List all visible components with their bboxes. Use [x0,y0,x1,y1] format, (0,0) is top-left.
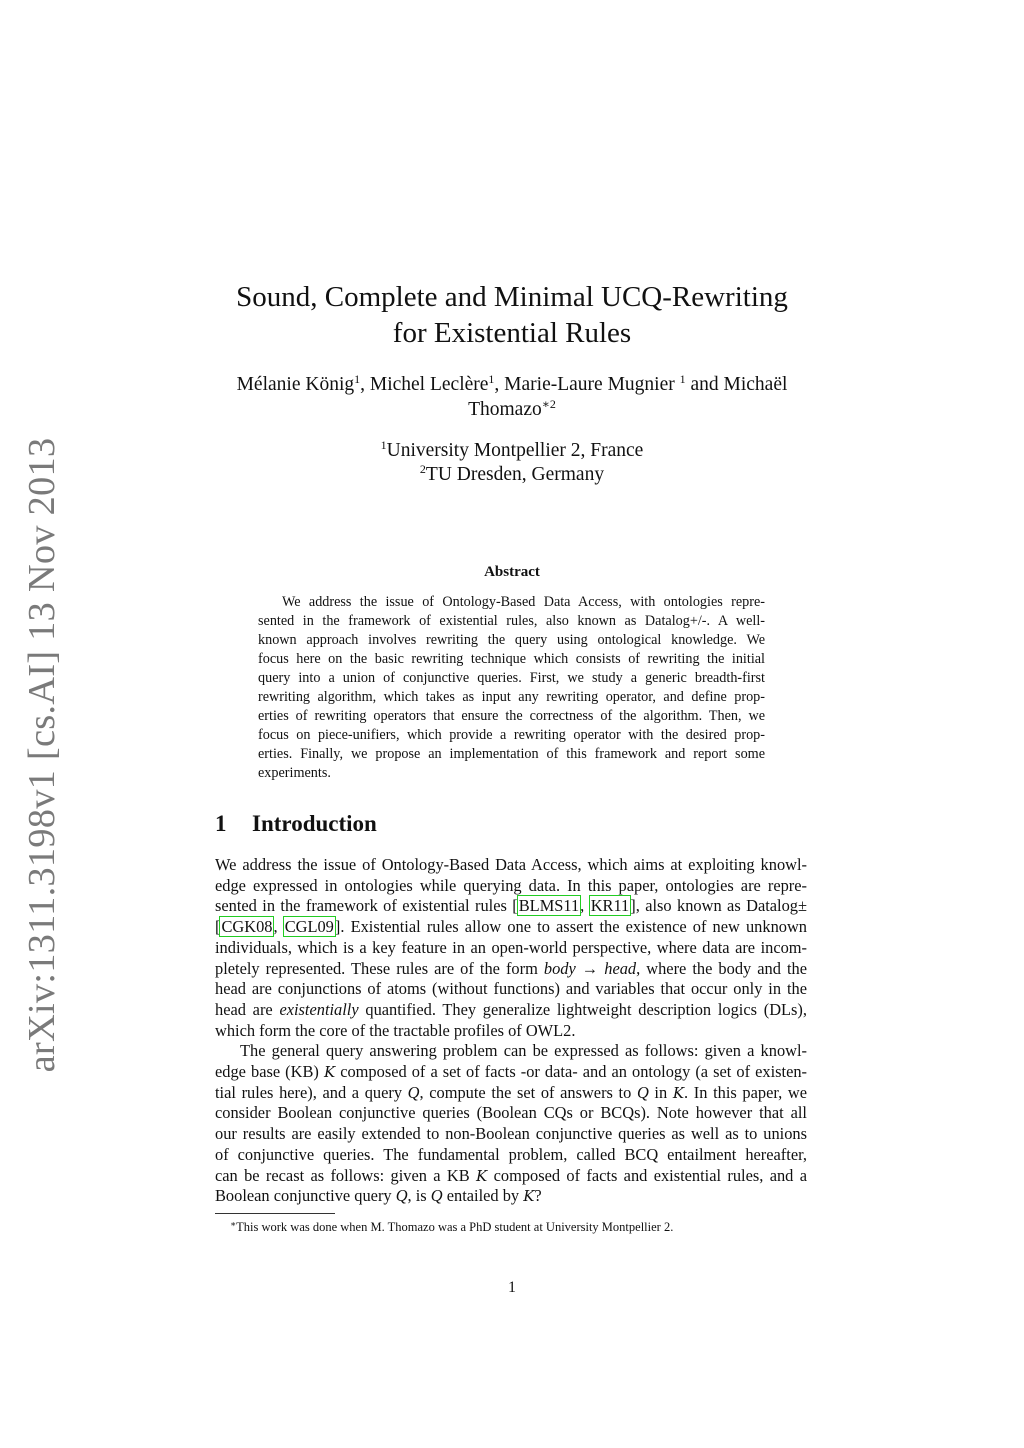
text-run: composed of a set of facts -or data- and an ontology (a set of existen- [335,1062,808,1082]
body-line: which form the core of the tractable profiles of OWL2. [215,1020,576,1040]
author-michael: and Michaël [685,374,788,395]
citation-link-cgl09[interactable]: CGL09 [284,917,334,937]
author-line-2 [0,397,1024,422]
math-symbol-k: K [323,1063,336,1082]
body-line: We address the issue of Ontology-Based Data Access, which aims at exploiting knowl- [215,855,807,874]
text-run: pletely represented. These rules are of the form [215,958,544,978]
text-run: tial rules here), and a query [215,1082,408,1102]
emphasis-body: body [543,958,576,978]
body-line: head are conjunctions of atoms (without functions) and variables that occur only in the [215,979,807,999]
abstract-line: erties. Finally, we propose an implementation of this framework and report some [258,746,765,762]
author-list [0,372,1024,422]
text-run: , where the body and the [636,958,808,978]
math-symbol-q: Q [395,1186,408,1206]
text-run: , compute the set of answers to [419,1082,637,1102]
author-thomazo-affil: ∗2 [541,397,556,411]
abstract-line: sented in the framework of existential rules, also known as Datalog+/-. A well- [258,613,765,629]
abstract-line: We address the issue of Ontology-Based Data Access, with ontologies repre- [282,594,765,610]
text-run: , [580,896,590,916]
text-run: [ [215,917,221,937]
abstract-line: rewriting algorithm, which takes as input any rewriting operator, and define prop- [258,689,765,705]
body-line [215,1186,807,1207]
footnote-text: This work was done when M. Thomazo was a PhD student at University Montpellier 2. [236,1220,674,1234]
body-line [215,1062,807,1083]
text-run: can be recast as follows: given a KB [215,1165,477,1185]
author-mugnier: , Marie-Laure Mugnier [494,374,680,395]
affiliation-1 [0,439,1024,463]
body-line: The general query answering problem can be expressed as follows: given a knowl- [240,1041,807,1061]
footnote-mark: ∗ [230,1219,237,1229]
arxiv-id-text: arXiv:1311.3198v1 [cs.AI] 13 Nov 2013 [21,437,63,1073]
text-run: head are [215,999,280,1019]
text-run: quantified. They generalize lightweight description logics (DLs), [358,999,807,1019]
text-run: entailed by [442,1186,524,1206]
body-line: our results are easily extended to non-Boolean conjunctive queries as well as to unions [215,1124,807,1144]
body-line [215,959,807,980]
abstract-line: query into a union of conjunctive queries. First, we study a generic breadth-first [258,670,765,686]
author-mugnier-affil: 1 [679,372,686,386]
math-symbol-q: Q [430,1186,443,1206]
citation-link-blms11[interactable]: BLMS11 [518,896,580,916]
abstract-body [258,593,765,783]
text-run: sented in the framework of existential rules [ [215,896,518,916]
body-line [215,917,807,938]
body-line: of conjunctive queries. The fundamental problem, called BCQ entailment hereafter, [215,1144,807,1164]
affiliation-2-text: TU Dresden, Germany [425,464,605,485]
author-line-1 [0,372,1024,397]
body-line: edge expressed in ontologies while querying data. In this paper, ontologies are repre- [215,875,807,895]
affiliation-2-mark: 2 [419,462,426,476]
introduction-body [215,855,807,1207]
math-symbol-k: K [672,1083,685,1102]
text-run: ? [534,1186,542,1206]
body-line [215,896,807,917]
text-run: , is [407,1186,431,1206]
section-number: 1 [215,811,227,836]
author-koenig: Mélanie König [236,374,355,395]
affiliations [0,439,1024,487]
arrow-symbol: → [575,958,605,978]
abstract-line: focus here on the basic rewriting technique which consists of rewriting the initial [258,651,765,667]
body-line: individuals, which is a key feature in an open-world perspective, where data are incom- [215,937,807,957]
section-title: Introduction [252,811,377,836]
abstract-line: known approach involves rewriting the query using ontological knowledge. We [258,632,765,648]
body-line [215,1166,807,1187]
emphasis-head: head [604,958,637,978]
math-symbol-k: K [476,1166,488,1185]
math-symbol-q: Q [407,1082,420,1102]
citation-link-cgk08[interactable]: CGK08 [221,917,273,937]
text-run: ], also known as Datalog± [630,896,807,916]
text-run: , [273,917,284,937]
emphasis-existentially: existentially [279,999,359,1019]
citation-link-kr11[interactable]: KR11 [590,896,630,916]
affiliation-1-text: University Montpellier 2, France [386,440,644,461]
author-thomazo: Thomazo [468,399,542,420]
abstract-heading: Abstract [484,564,540,580]
page-number: 1 [508,1279,516,1296]
arxiv-identifier-stamp [12,437,72,1073]
abstract-line: experiments. [258,765,331,781]
text-run: . In this paper, we [684,1082,807,1102]
affiliation-1-mark: 1 [380,438,387,452]
body-line: consider Boolean conjunctive queries (Boolean CQs or BCQs). Note however that all [215,1103,807,1123]
text-run: in [648,1082,673,1102]
affiliation-2 [0,463,1024,487]
math-symbol-k: K [523,1187,535,1206]
author-leclere: , Michel Leclère [360,374,489,395]
author-koenig-affil: 1 [354,372,361,386]
title-line-1: Sound, Complete and Minimal UCQ-Rewriting [236,281,788,313]
body-line [215,1000,807,1021]
math-symbol-q: Q [636,1082,649,1102]
footnote-rule [215,1213,335,1214]
abstract-line: focus on piece-unifiers, which provide a rewriting operator with the desired prop- [258,727,765,743]
author-leclere-affil: 1 [488,372,495,386]
section-heading-introduction [215,811,377,837]
body-line [215,1083,807,1104]
text-run: edge base (KB) [215,1062,324,1082]
footnote [215,1220,830,1235]
title-line-2: for Existential Rules [392,317,632,349]
text-run: composed of facts and existential rules, and a [487,1165,807,1185]
text-run: ]. Existential rules allow one to assert the existence of new unknown [334,917,807,937]
abstract-line: erties of rewriting operators that ensure the correctness of the algorithm. Then, we [258,708,765,724]
text-run: Boolean conjunctive query [215,1186,396,1206]
paper-title [0,279,1024,351]
